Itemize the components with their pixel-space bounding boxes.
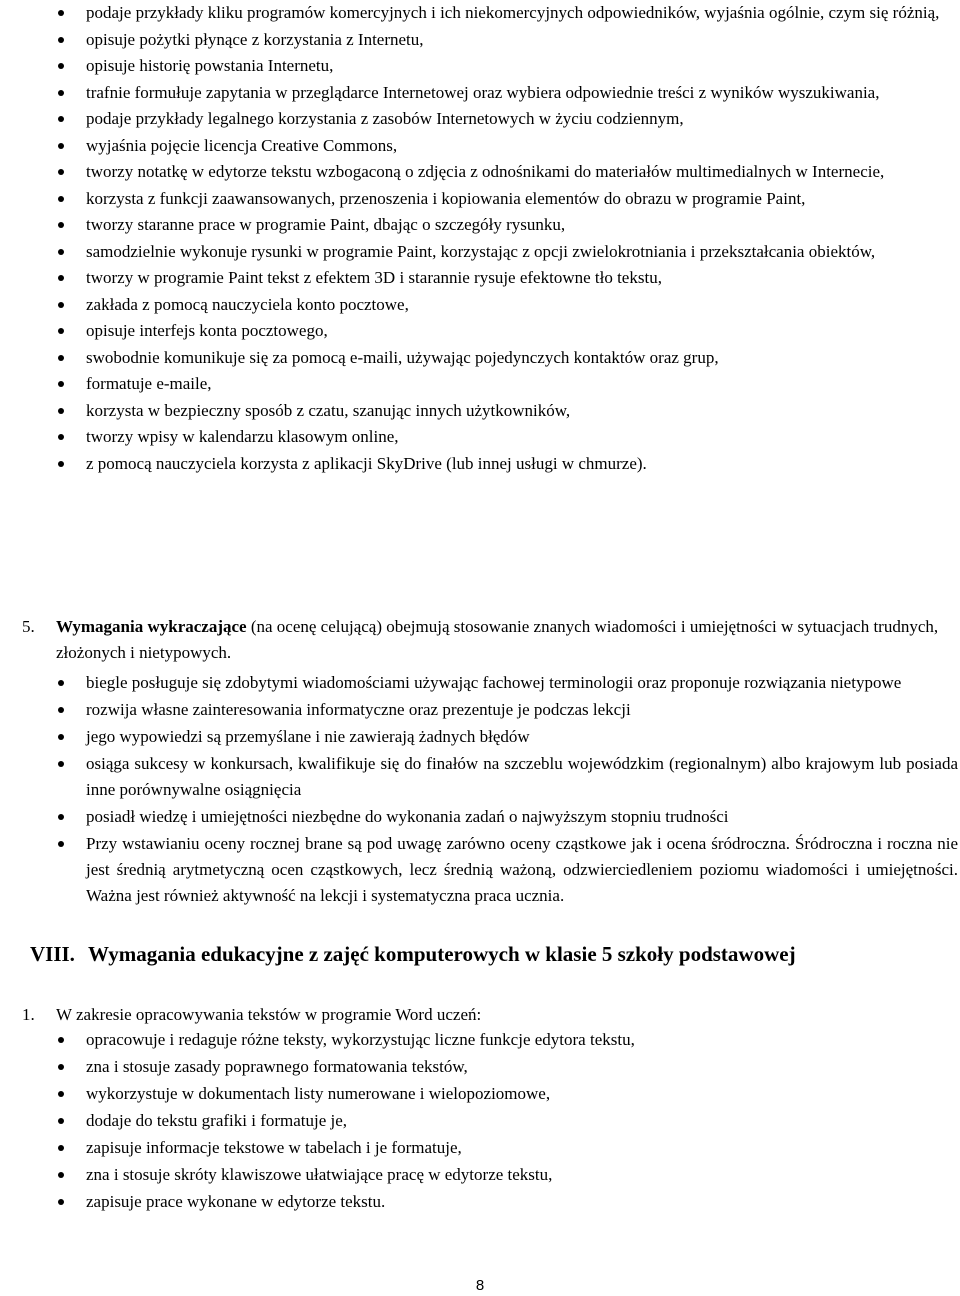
- list-item: [86, 186, 956, 212]
- list-item: [86, 292, 956, 318]
- list-item: [86, 345, 956, 371]
- list-item: [86, 831, 958, 909]
- list-item: [86, 371, 956, 397]
- section-5-bold: Wymagania wykraczające: [56, 617, 247, 636]
- list-item-text: wykorzystuje w dokumentach listy numerowane i wielopoziomowe,: [86, 1084, 551, 1103]
- bullet-icon: [58, 116, 64, 122]
- bullet-icon: [58, 434, 64, 440]
- list-item: [86, 1189, 956, 1215]
- bullet-icon: [58, 275, 64, 281]
- list-item-text: zna i stosuje zasady poprawnego formatowania tekstów,: [86, 1057, 468, 1076]
- section-5-number: 5.: [22, 617, 35, 636]
- bullet-icon: [58, 302, 64, 308]
- list-item-text: zapisuje prace wykonane w edytorze tekstu.: [86, 1192, 386, 1211]
- list-item: [86, 318, 956, 344]
- list-item-text: z pomocą nauczyciela korzysta z aplikacji SkyDrive (lub innej usługi w chmurze).: [86, 453, 647, 473]
- list-item-text: podaje przykłady legalnego korzystania z zasobów Internetowych w życiu codziennym,: [86, 109, 684, 128]
- bullet-icon: [58, 1145, 64, 1151]
- bullet-icon: [58, 734, 64, 740]
- list-item-text: opracowuje i redaguje różne teksty, wykorzystując liczne funkcje edytora tekstu,: [86, 1030, 635, 1049]
- bullet-icon: [58, 1091, 64, 1097]
- bullet-icon: [58, 10, 64, 16]
- chapter-title: Wymagania edukacyjne z zajęć komputerowych w klasie 5 szkoły podstawowej: [88, 942, 796, 966]
- list-item-text: swobodnie komunikuje się za pomocą e-maili, używając pojedynczych kontaktów oraz grup,: [86, 347, 719, 367]
- list-item-text: tworzy wpisy w kalendarzu klasowym online,: [86, 427, 399, 446]
- list-item: [86, 751, 958, 803]
- list-item: [86, 265, 956, 291]
- bullet-icon: [58, 761, 64, 767]
- list-item-text: opisuje pożytki płynące z korzystania z Internetu,: [86, 29, 424, 49]
- bullet-icon: [58, 222, 64, 228]
- list-item: [86, 80, 956, 106]
- list-item: [86, 1135, 956, 1161]
- list-item-text: Przy wstawianiu oceny rocznej brane są pod uwagę zarówno oceny cząstkowe jak i ocena śródroczna. Śródroczna i roczna nie jest średnią arytmetyczną ocen cząstkowych, lecz średnią ważoną, odzwierciedleniem poziomu wiadomości i umiejętności. Ważna jest również aktywność na lekcji i systematyczna praca ucznia.: [86, 834, 958, 905]
- list-item: [86, 1162, 956, 1188]
- list-item-text: dodaje do tekstu grafiki i formatuje je,: [86, 1111, 348, 1130]
- bullet-icon: [58, 707, 64, 713]
- bullet-icon: [58, 328, 64, 334]
- list-item-text: tworzy notatkę w edytorze tekstu wzbogaconą o zdjęcia z odnośnikami do materiałów multimedialnych w Internecie,: [86, 162, 885, 181]
- list-item: [86, 133, 956, 159]
- list-item: [86, 27, 956, 53]
- section-1-list: [86, 1027, 956, 1216]
- list-item: [86, 670, 958, 696]
- bullet-icon: [58, 196, 64, 202]
- list-item-text: zapisuje informacje tekstowe w tabelach i je formatuje,: [86, 1138, 462, 1157]
- bullet-icon: [58, 1199, 64, 1205]
- bullet-icon: [58, 680, 64, 686]
- list-item: [86, 424, 956, 450]
- list-item-text: tworzy staranne prace w programie Paint, dbając o szczegóły rysunku,: [86, 215, 566, 234]
- list-item-text: podaje przykłady kliku programów komercyjnych i ich niekomercyjnych odpowiedników, wyjaśnia ogólnie, czym się różnią,: [86, 3, 940, 22]
- list-item-text: biegle posługuje się zdobytymi wiadomościami używając fachowej terminologii oraz proponuje rozwiązania nietypowe: [86, 673, 902, 692]
- bullet-icon: [58, 169, 64, 175]
- bullet-icon: [58, 461, 64, 467]
- section-1-number: 1.: [22, 1005, 35, 1024]
- requirements-list-top: [86, 0, 956, 477]
- bullet-icon: [58, 143, 64, 149]
- list-item: [86, 804, 958, 830]
- chapter-number: VIII.: [30, 942, 75, 966]
- list-item: [86, 106, 956, 132]
- list-item-text: jego wypowiedzi są przemyślane i nie zawierają żadnych błędów: [86, 727, 530, 746]
- bullet-icon: [58, 841, 64, 847]
- list-item: [86, 53, 956, 79]
- list-item-text: trafnie formułuje zapytania w przeglądarce Internetowej oraz wybiera odpowiednie treści z wyników wyszukiwania,: [86, 82, 880, 102]
- list-item-text: korzysta w bezpieczny sposób z czatu, szanując innych użytkowników,: [86, 400, 571, 420]
- list-item-text: wyjaśnia pojęcie licencja Creative Commons,: [86, 135, 398, 155]
- list-item: [86, 1081, 956, 1107]
- list-item-text: osiąga sukcesy w konkursach, kwalifikuje się do finałów na szczeblu wojewódzkim (regionalnym) albo krajowym lub posiada inne porównywalne osiągnięcia: [86, 754, 958, 799]
- bullet-icon: [58, 1172, 64, 1178]
- list-item-text: zna i stosuje skróty klawiszowe ułatwiające pracę w edytorze tekstu,: [86, 1165, 553, 1184]
- bullet-icon: [58, 1118, 64, 1124]
- list-item-text: rozwija własne zainteresowania informatyczne oraz prezentuje je podczas lekcji: [86, 700, 631, 719]
- list-item-text: samodzielnie wykonuje rysunki w programie Paint, korzystając z opcji zwielokrotniania i przekształcania obiektów,: [86, 241, 876, 261]
- list-item-text: korzysta z funkcji zaawansowanych, przenoszenia i kopiowania elementów do obrazu w programie Paint,: [86, 188, 806, 208]
- section-5-rest: (na ocenę celującą) obejmują stosowanie znanych wiadomości i umiejętności w sytuacjach trudnych, złożonych i nietypowych.: [56, 617, 939, 662]
- list-item: [86, 398, 956, 424]
- list-item-text: tworzy w programie Paint tekst z efektem 3D i starannie rysuje efektowne tło tekstu,: [86, 268, 662, 287]
- bullet-icon: [58, 1037, 64, 1043]
- bullet-icon: [58, 90, 64, 96]
- list-item: [86, 239, 956, 265]
- list-item: [86, 212, 956, 238]
- bullet-icon: [58, 355, 64, 361]
- bullet-icon: [58, 408, 64, 414]
- bullet-icon: [58, 37, 64, 43]
- bullet-icon: [58, 814, 64, 820]
- bullet-icon: [58, 1064, 64, 1070]
- bullet-icon: [58, 63, 64, 69]
- bullet-icon: [58, 249, 64, 255]
- list-item-text: opisuje interfejs konta pocztowego,: [86, 321, 328, 340]
- list-item: [86, 1108, 956, 1134]
- list-item: [86, 1054, 956, 1080]
- list-item-text: formatuje e-maile,: [86, 374, 212, 393]
- bullet-icon: [58, 381, 64, 387]
- list-item: [86, 724, 958, 750]
- list-item: [86, 451, 956, 477]
- section-5-heading: [56, 614, 956, 666]
- section-5-list: [86, 670, 958, 910]
- list-item: [86, 697, 958, 723]
- list-item-text: zakłada z pomocą nauczyciela konto pocztowe,: [86, 294, 409, 314]
- list-item: [86, 1027, 956, 1053]
- page-number: 8: [475, 1277, 485, 1294]
- list-item: [86, 0, 956, 26]
- list-item-text: opisuje historię powstania Internetu,: [86, 56, 334, 75]
- section-1-heading: W zakresie opracowywania tekstów w programie Word uczeń:: [56, 1005, 482, 1024]
- list-item: [86, 159, 956, 185]
- list-item-text: posiadł wiedzę i umiejętności niezbędne do wykonania zadań o najwyższym stopniu trudności: [86, 807, 729, 826]
